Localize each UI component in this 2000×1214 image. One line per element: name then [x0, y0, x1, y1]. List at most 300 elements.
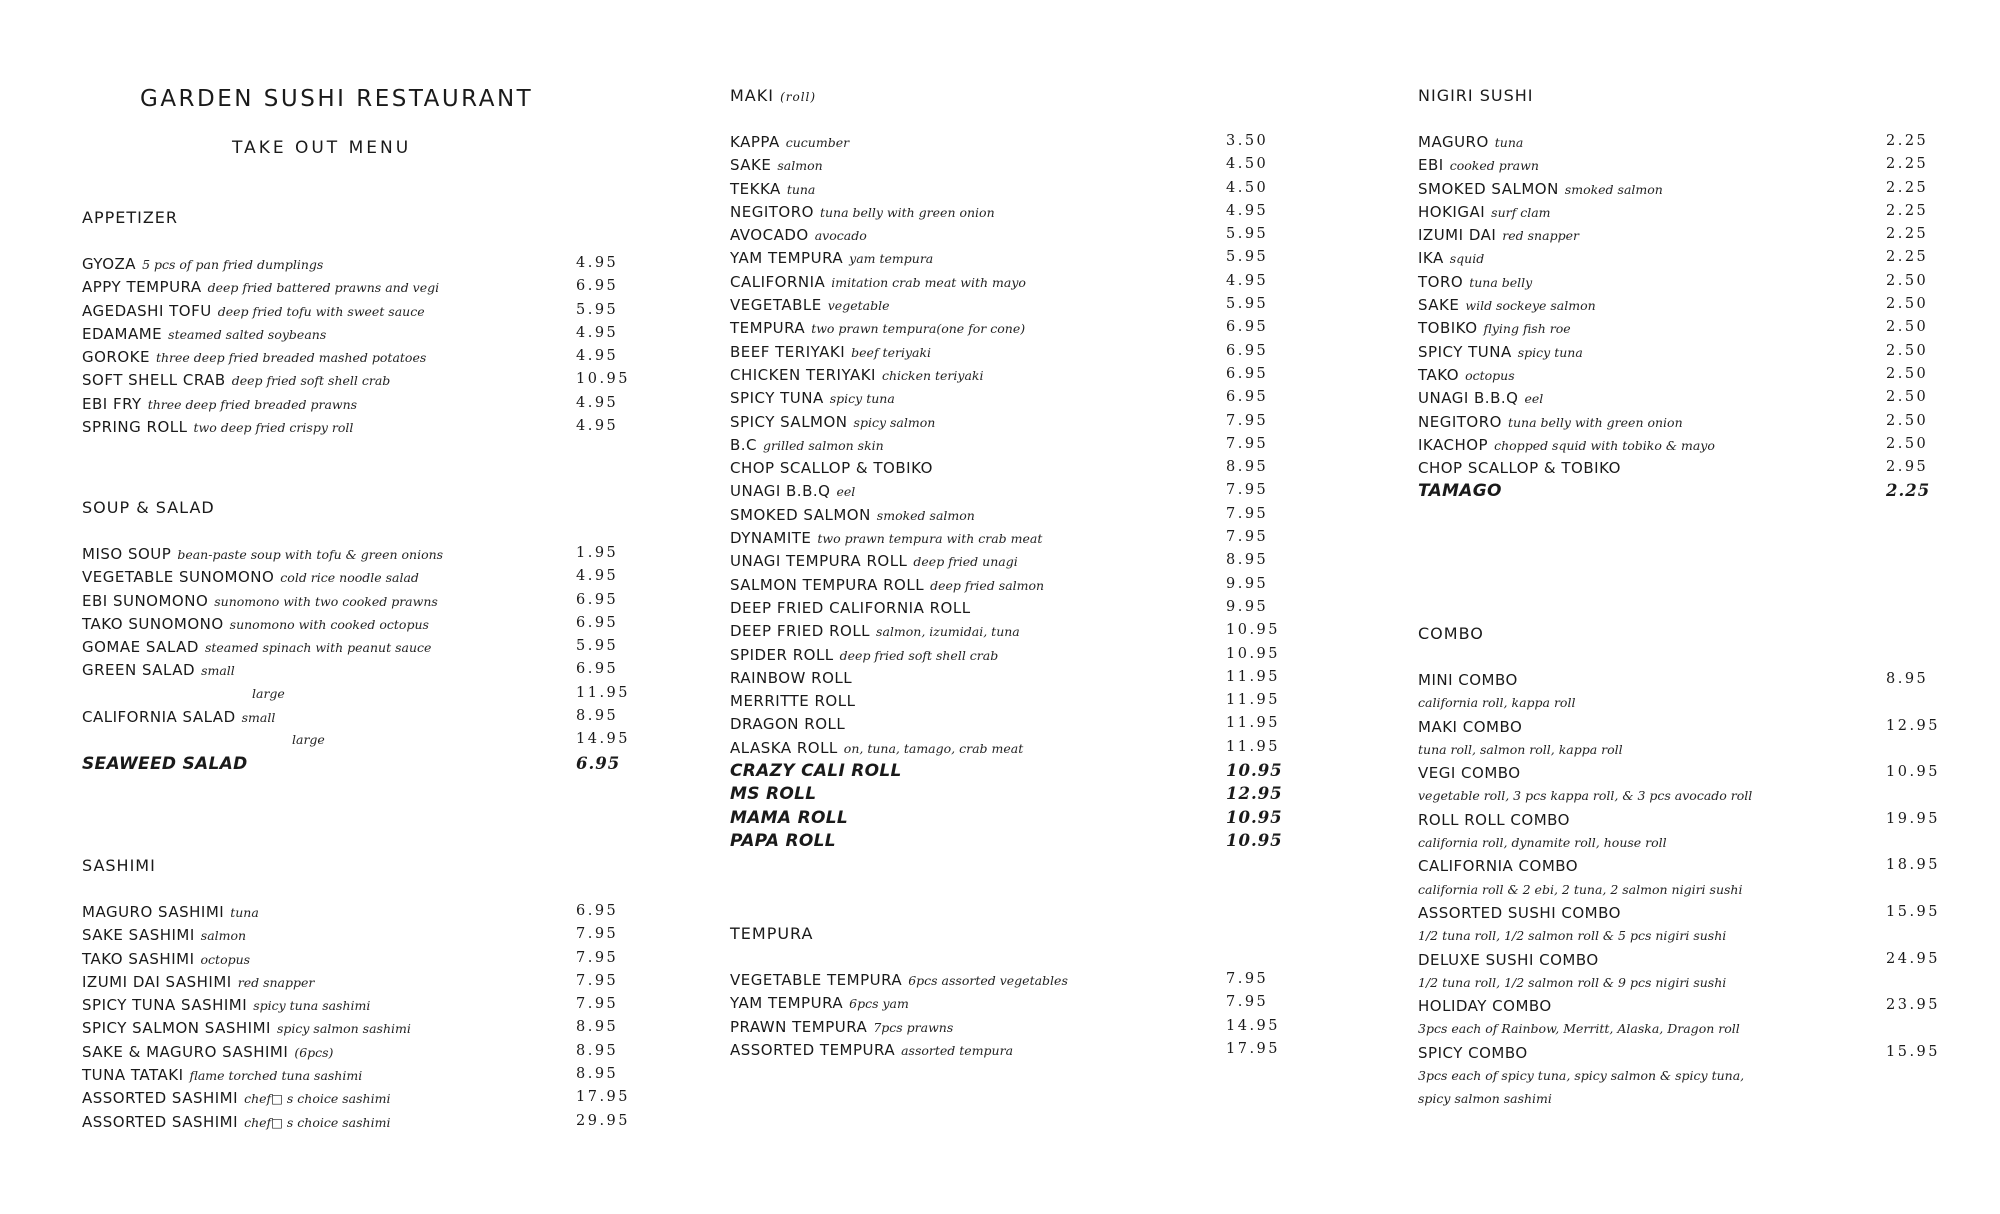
item-price: 8.95	[576, 1066, 619, 1083]
item-name: PAPA ROLL	[730, 830, 836, 851]
menu-item	[730, 503, 1300, 526]
menu-item	[82, 275, 682, 298]
menu-item	[82, 658, 682, 681]
item-price: 10.95	[1886, 764, 1941, 781]
item-name: TAKO	[1418, 365, 1460, 384]
item-description: avocado	[814, 228, 867, 244]
item-description: chicken teriyaki	[881, 367, 984, 383]
item-description: 5 pcs of pan fried dumplings	[142, 257, 324, 272]
item-price: 2.25	[1886, 133, 1929, 149]
item-description: deep fried battered prawns and vegi	[207, 280, 440, 296]
item-price: 11.95	[1226, 668, 1281, 685]
combo-description: california roll & 2 ebi, 2 tuna, 2 salmon nigiri sushi	[1418, 881, 1743, 897]
item-price: 2.50	[1886, 296, 1929, 313]
menu-item	[1418, 854, 1958, 877]
item-name: CRAZY CALI ROLL	[730, 761, 902, 782]
item-price: 11.95	[1226, 738, 1281, 755]
menu-item	[730, 456, 1300, 479]
item-name: SPICY COMBO	[1418, 1043, 1528, 1062]
maki-heading-note: (roll)	[780, 90, 817, 104]
item-name: DRAGON ROLL	[730, 715, 846, 734]
sashimi-list	[82, 900, 682, 1133]
menu-item	[730, 153, 1300, 176]
item-description: eel	[1524, 391, 1544, 407]
maki-heading-label: MAKI	[730, 86, 774, 105]
item-description: smoked salmon	[876, 507, 975, 523]
menu-item	[1418, 340, 1958, 363]
item-name: EDAMAME	[82, 324, 163, 343]
item-description: 7pcs prawns	[873, 1019, 954, 1035]
item-description: cooked prawn	[1449, 158, 1539, 174]
item-price: 18.95	[1886, 857, 1941, 874]
item-description: cucumber	[785, 135, 850, 150]
item-name: MISO SOUP	[82, 545, 172, 563]
item-name: CHICKEN TERIYAKI	[730, 365, 876, 384]
item-price: 4.95	[576, 394, 619, 411]
menu-item	[82, 970, 682, 993]
item-price: 3.50	[1226, 133, 1269, 149]
menu-item	[730, 1015, 1300, 1038]
item-description: red snapper	[237, 974, 315, 990]
item-description: spicy tuna	[1517, 344, 1583, 360]
item-description: two prawn tempura with crab meat	[817, 531, 1043, 547]
item-price: 4.50	[1226, 179, 1269, 196]
menu-item	[1418, 363, 1958, 386]
combo-description: 1/2 tuna roll, 1/2 salmon roll & 5 pcs nigiri sushi	[1418, 928, 1727, 944]
menu-item	[82, 415, 682, 438]
menu-item	[730, 293, 1300, 316]
item-description: spicy salmon sashimi	[276, 1021, 411, 1037]
item-price: 6.95	[576, 753, 621, 773]
menu-item	[730, 712, 1300, 735]
combo-description: 3pcs each of spicy tuna, spicy salmon & spicy tuna,	[1418, 1068, 1745, 1084]
item-price: 6.95	[1226, 365, 1269, 382]
item-name: SAKE & MAGURO SASHIMI	[82, 1042, 289, 1061]
combo-description: 1/2 tuna roll, 1/2 salmon roll & 9 pcs nigiri sushi	[1418, 974, 1727, 990]
appetizer-section	[82, 206, 682, 438]
item-name: TUNA TATAKI	[82, 1066, 184, 1085]
item-name: ASSORTED TEMPURA	[730, 1040, 896, 1059]
nigiri-list	[1418, 130, 1958, 503]
item-price: 10.95	[1226, 830, 1283, 850]
item-price: 14.95	[576, 731, 631, 748]
combo-description: 3pcs each of Rainbow, Merritt, Alaska, Dragon roll	[1418, 1021, 1740, 1037]
item-price: 2.25	[1886, 249, 1929, 266]
item-description: small	[241, 710, 276, 726]
item-price: 29.95	[576, 1112, 631, 1129]
menu-item	[730, 246, 1300, 269]
soup-salad-heading: SOUP & SALAD	[82, 498, 215, 517]
menu-item	[1418, 293, 1958, 316]
item-price: 15.95	[1886, 1043, 1941, 1060]
item-name: SAKE SASHIMI	[82, 926, 195, 945]
item-name: MAMA ROLL	[730, 807, 848, 828]
item-price: 8.95	[1226, 459, 1269, 476]
menu-item	[1418, 668, 1958, 691]
item-price: 4.95	[576, 324, 619, 341]
item-name: GOROKE	[82, 348, 150, 367]
menu-item	[82, 322, 682, 345]
menu-item	[82, 542, 682, 565]
item-name: SEAWEED SALAD	[82, 753, 248, 774]
item-price: 8.95	[1886, 671, 1929, 687]
item-name: ALASKA ROLL	[730, 738, 838, 757]
item-name: AGEDASHI TOFU	[82, 301, 212, 320]
item-price: 8.95	[1226, 552, 1269, 569]
item-name: GREEN SALAD	[82, 661, 196, 680]
menu-item	[730, 270, 1300, 293]
menu-item	[1418, 223, 1958, 246]
item-name: SPRING ROLL	[82, 418, 188, 437]
restaurant-title: GARDEN SUSHI RESTAURANT	[140, 86, 534, 112]
item-price: 1.95	[576, 545, 619, 561]
item-price: 2.25	[1886, 179, 1929, 196]
combo-description: california roll, dynamite roll, house roll	[1418, 835, 1667, 851]
menu-item	[1418, 433, 1958, 456]
menu-item	[730, 363, 1300, 386]
item-price: 6.95	[576, 661, 619, 678]
menu-item	[82, 1016, 682, 1039]
menu-item	[1418, 1041, 1958, 1064]
menu-item	[82, 993, 682, 1016]
item-name: SPICY SALMON SASHIMI	[82, 1019, 271, 1038]
item-price: 7.95	[1226, 971, 1269, 987]
item-price: 2.25	[1886, 481, 1931, 501]
item-price: 2.25	[1886, 226, 1929, 243]
item-name: KAPPA	[730, 133, 780, 151]
nigiri-section	[1418, 84, 1958, 503]
menu-item	[730, 433, 1300, 456]
combo-list	[1418, 668, 1958, 1111]
menu-item	[730, 643, 1300, 666]
menu-item	[1418, 994, 1958, 1017]
menu-item	[730, 316, 1300, 339]
item-name: AVOCADO	[730, 226, 809, 245]
item-description: eel	[836, 484, 856, 500]
item-price: 24.95	[1886, 950, 1941, 967]
item-name: SOFT SHELL CRAB	[82, 371, 226, 390]
appetizer-list	[82, 252, 682, 438]
menu-item	[730, 386, 1300, 409]
item-price: 6.95	[576, 614, 619, 631]
item-name: SPICY TUNA SASHIMI	[82, 996, 248, 1015]
item-name: BEEF TERIYAKI	[730, 342, 846, 361]
item-name: MAGURO SASHIMI	[82, 903, 225, 921]
item-description: spicy tuna	[829, 391, 895, 407]
item-description: three deep fried breaded mashed potatoes	[155, 350, 427, 366]
item-name: GOMAE SALAD	[82, 638, 199, 657]
item-price: 7.95	[1226, 505, 1269, 522]
menu-item	[730, 736, 1300, 759]
item-price: 17.95	[576, 1089, 631, 1106]
item-description: deep fried salmon	[930, 577, 1045, 593]
item-name: SPIDER ROLL	[730, 645, 834, 664]
soup-salad-list	[82, 542, 682, 775]
item-description: cold rice noodle salad	[280, 570, 419, 586]
item-description: deep fried soft shell crab	[231, 373, 391, 389]
item-name: TEKKA	[730, 179, 781, 198]
item-description: salmon	[777, 158, 823, 174]
item-description: spicy tuna sashimi	[253, 998, 371, 1014]
menu-subtitle: TAKE OUT MENU	[232, 138, 412, 158]
item-price: 9.95	[1226, 598, 1269, 615]
item-price: 4.95	[1226, 272, 1269, 289]
item-name: DEEP FRIED CALIFORNIA ROLL	[730, 598, 971, 617]
menu-item	[730, 968, 1300, 991]
menu-item	[82, 1086, 682, 1109]
item-price: 9.95	[1226, 575, 1269, 592]
item-name: SPICY SALMON	[730, 412, 848, 431]
menu-item	[82, 368, 682, 391]
menu-item	[730, 689, 1300, 712]
menu-item	[730, 806, 1300, 829]
item-description: chef□ s choice sashimi	[244, 1091, 391, 1107]
item-name: HOLIDAY COMBO	[1418, 997, 1552, 1016]
menu-item	[82, 1040, 682, 1063]
item-price: 2.50	[1886, 412, 1929, 429]
menu-item	[730, 177, 1300, 200]
item-name: IZUMI DAI SASHIMI	[82, 972, 232, 991]
item-name: SALMON TEMPURA ROLL	[730, 575, 925, 594]
item-price: 7.95	[1226, 994, 1269, 1011]
item-name: TORO	[1418, 272, 1464, 291]
item-description: two prawn tempura(one for cone)	[811, 321, 1026, 337]
menu-item	[730, 829, 1300, 852]
item-price: 15.95	[1886, 903, 1941, 920]
item-description: bean-paste soup with tofu & green onions	[177, 547, 444, 562]
menu-item	[730, 991, 1300, 1014]
menu-item	[82, 728, 682, 751]
item-description: octopus	[1465, 367, 1515, 383]
item-name: IKACHOP	[1418, 435, 1489, 454]
item-description: large	[292, 732, 325, 748]
item-description: smoked salmon	[1564, 181, 1663, 197]
item-price: 5.95	[576, 638, 619, 655]
item-description: wild sockeye salmon	[1465, 298, 1596, 314]
item-price: 10.95	[1226, 807, 1283, 827]
item-name: MS ROLL	[730, 784, 817, 805]
item-name: HOKIGAI	[1418, 202, 1486, 221]
item-description: large	[252, 685, 285, 701]
item-name: VEGETABLE TEMPURA	[730, 971, 903, 989]
item-price: 10.95	[1226, 622, 1281, 639]
menu-item	[730, 759, 1300, 782]
item-price: 7.95	[1226, 412, 1269, 429]
item-price: 6.95	[1226, 389, 1269, 406]
item-price: 2.50	[1886, 272, 1929, 289]
menu-item	[730, 410, 1300, 433]
item-name: VEGI COMBO	[1418, 764, 1521, 783]
menu-item	[82, 635, 682, 658]
menu-item	[1418, 456, 1958, 479]
item-price: 2.50	[1886, 435, 1929, 452]
item-name: MAKI COMBO	[1418, 717, 1523, 736]
item-name: TAMAGO	[1418, 481, 1502, 502]
item-description: deep fried tofu with sweet sauce	[217, 303, 425, 319]
maki-section	[730, 84, 1300, 852]
item-name: APPY TEMPURA	[82, 278, 202, 297]
soup-salad-section	[82, 496, 682, 775]
item-description: tuna belly	[1469, 274, 1533, 290]
item-name: NEGITORO	[1418, 412, 1502, 431]
appetizer-heading: APPETIZER	[82, 208, 179, 227]
item-price: 4.95	[576, 348, 619, 365]
item-description: salmon	[200, 928, 247, 944]
menu-item	[82, 299, 682, 322]
maki-heading	[730, 84, 1300, 130]
item-name: EBI FRY	[82, 394, 142, 413]
item-name: CHOP SCALLOP & TOBIKO	[730, 459, 933, 478]
item-price: 7.95	[576, 996, 619, 1013]
item-description: deep fried unagi	[913, 554, 1018, 570]
item-name: EBI SUNOMONO	[82, 591, 209, 610]
item-price: 10.95	[1226, 761, 1283, 781]
menu-item	[1418, 479, 1958, 502]
menu-item	[730, 340, 1300, 363]
item-description: tuna belly with green onion	[1507, 414, 1683, 430]
item-price: 19.95	[1886, 810, 1941, 827]
item-description: salmon, izumidai, tuna	[876, 624, 1020, 640]
item-name: ROLL ROLL COMBO	[1418, 810, 1570, 829]
menu-item	[730, 479, 1300, 502]
item-name: TEMPURA	[730, 319, 806, 338]
combo-description: tuna roll, salmon roll, kappa roll	[1418, 741, 1623, 757]
sashimi-heading: SASHIMI	[82, 856, 156, 875]
item-description: assorted tempura	[901, 1042, 1014, 1058]
tempura-section	[730, 922, 1300, 1061]
item-price: 7.95	[576, 972, 619, 989]
item-price: 4.95	[576, 255, 619, 271]
item-name: CHOP SCALLOP & TOBIKO	[1418, 459, 1621, 478]
item-description: chef□ s choice sashimi	[244, 1114, 391, 1130]
menu-item	[730, 573, 1300, 596]
item-price: 17.95	[1226, 1040, 1281, 1057]
menu-item	[82, 565, 682, 588]
item-name: NEGITORO	[730, 202, 814, 221]
menu-item	[1418, 270, 1958, 293]
item-name: B.C	[730, 435, 758, 454]
item-price: 2.25	[1886, 156, 1929, 173]
menu-item	[1418, 410, 1958, 433]
item-name: VEGETABLE	[730, 296, 822, 315]
menu-item	[730, 549, 1300, 572]
item-description: flying fish roe	[1483, 321, 1571, 337]
item-name: MAGURO	[1418, 133, 1489, 151]
item-description: deep fried soft shell crab	[839, 647, 999, 663]
menu-item	[1418, 316, 1958, 339]
item-price: 7.95	[1226, 435, 1269, 452]
item-price: 5.95	[1226, 249, 1269, 266]
menu-item	[82, 589, 682, 612]
tempura-heading: TEMPURA	[730, 924, 814, 943]
item-name: SPICY TUNA	[730, 389, 824, 408]
menu-item	[1418, 901, 1958, 924]
item-description: two deep fried crispy roll	[193, 420, 354, 436]
item-name: TAKO SUNOMONO	[82, 614, 224, 633]
menu-item	[82, 612, 682, 635]
item-description: on, tuna, tamago, crab meat	[843, 740, 1024, 756]
item-description: vegetable	[827, 298, 890, 314]
item-description: tuna	[230, 905, 259, 920]
item-price: 4.95	[576, 418, 619, 435]
item-price: 4.50	[1226, 156, 1269, 173]
item-price: 2.50	[1886, 365, 1929, 382]
menu-item	[82, 252, 682, 275]
combo-description: spicy salmon sashimi	[1418, 1091, 1552, 1107]
sashimi-section	[82, 854, 682, 1133]
item-description: red snapper	[1502, 228, 1579, 244]
item-name: YAM TEMPURA	[730, 249, 844, 268]
item-price: 7.95	[576, 949, 619, 966]
maki-list	[730, 130, 1300, 852]
item-name: TOBIKO	[1418, 319, 1478, 338]
item-name: ASSORTED SASHIMI	[82, 1112, 239, 1131]
menu-item	[1418, 386, 1958, 409]
combo-section	[1418, 622, 1958, 1111]
item-price: 11.95	[576, 684, 631, 701]
item-price: 8.95	[576, 1019, 619, 1036]
item-description: steamed salted soybeans	[168, 326, 327, 342]
item-name: CALIFORNIA SALAD	[82, 708, 236, 727]
item-price: 6.95	[576, 278, 619, 295]
menu-item	[82, 345, 682, 368]
item-price: 11.95	[1226, 692, 1281, 709]
menu-item	[1418, 153, 1958, 176]
item-name: CALIFORNIA COMBO	[1418, 857, 1579, 876]
item-price: 5.95	[1226, 296, 1269, 313]
menu-item	[1418, 130, 1958, 153]
item-name: SAKE	[730, 156, 772, 175]
item-name: CALIFORNIA	[730, 272, 826, 291]
item-name: RAINBOW ROLL	[730, 668, 853, 687]
item-name: UNAGI B.B.Q	[730, 482, 831, 501]
item-name: DYNAMITE	[730, 529, 812, 548]
item-price: 4.95	[576, 568, 619, 585]
item-price: 2.50	[1886, 389, 1929, 406]
item-description: squid	[1449, 251, 1485, 267]
menu-item	[1418, 715, 1958, 738]
menu-item	[1418, 948, 1958, 971]
menu-item	[82, 923, 682, 946]
item-name: YAM TEMPURA	[730, 994, 844, 1013]
menu-item	[1418, 246, 1958, 269]
item-description: imitation crab meat with mayo	[831, 274, 1026, 290]
menu-item	[1418, 808, 1958, 831]
item-name: SMOKED SALMON	[730, 505, 871, 524]
item-price: 8.95	[576, 708, 619, 725]
item-description: surf clam	[1491, 204, 1551, 220]
menu-item	[82, 392, 682, 415]
item-price: 12.95	[1226, 784, 1283, 804]
item-price: 6.95	[576, 591, 619, 608]
item-name: UNAGI TEMPURA ROLL	[730, 552, 908, 571]
menu-item	[1418, 761, 1958, 784]
item-price: 5.95	[576, 301, 619, 318]
item-description: small	[201, 663, 235, 679]
item-description: tuna	[1494, 135, 1524, 150]
item-description: 6pcs yam	[849, 996, 909, 1012]
combo-description: vegetable roll, 3 pcs kappa roll, & 3 pcs avocado roll	[1418, 788, 1753, 804]
item-description: steamed spinach with peanut sauce	[204, 640, 432, 656]
item-price: 2.50	[1886, 342, 1929, 359]
item-description: three deep fried breaded prawns	[147, 396, 358, 412]
menu-item	[82, 900, 682, 923]
item-price: 14.95	[1226, 1017, 1281, 1034]
item-price: 4.95	[1226, 202, 1269, 219]
menu-item	[730, 130, 1300, 153]
item-description: yam tempura	[849, 251, 934, 267]
item-price: 2.50	[1886, 319, 1929, 336]
